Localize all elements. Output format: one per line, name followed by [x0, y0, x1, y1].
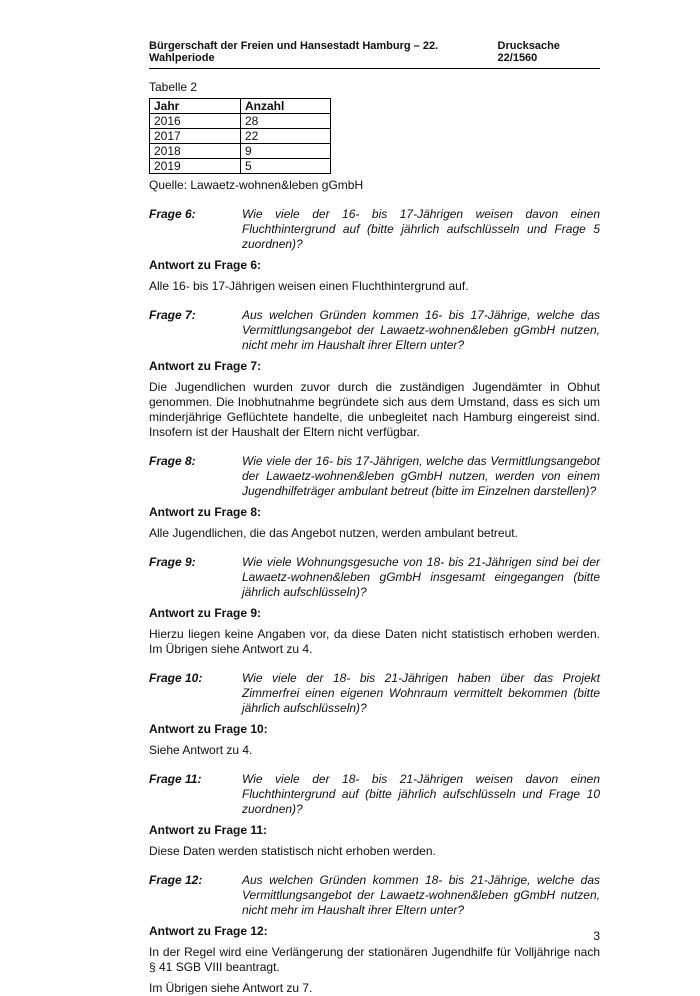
table-cell: 5	[241, 159, 331, 174]
answer-heading: Antwort zu Frage 8:	[149, 505, 262, 519]
data-table	[149, 98, 331, 174]
question-block	[149, 772, 600, 817]
question-label: Frage 12:	[149, 873, 203, 887]
table-cell: 2017	[150, 129, 241, 144]
answer-text: Diese Daten werden statistisch nicht erhoben werden.	[149, 844, 436, 858]
answer-text: Alle 16- bis 17-Jährigen weisen einen Fluchthintergrund auf.	[149, 279, 469, 293]
question-text: Aus welchen Gründen kommen 18- bis 21-Jährige, welche das Vermittlungsangebot der Lawaetz-wohnen&leben gGmbH nutzen, nicht mehr im Haushalt ihrer Eltern unter?	[242, 873, 600, 917]
answer-text: Siehe Antwort zu 4.	[149, 743, 253, 757]
table-caption: Tabelle 2	[149, 80, 198, 94]
column-header: Jahr	[150, 99, 241, 114]
question-label: Frage 8:	[149, 454, 196, 468]
page-header	[149, 40, 600, 69]
question-label: Frage 10:	[149, 671, 203, 685]
answer-heading: Antwort zu Frage 11:	[149, 823, 268, 837]
question-text: Wie viele der 18- bis 21-Jährigen weisen davon einen Fluchthintergrund auf (bitte jährlich aufschlüsseln und Frage 10 zuordnen)?	[242, 772, 600, 816]
answer-heading: Antwort zu Frage 6:	[149, 258, 262, 272]
question-block	[149, 207, 600, 252]
question-label: Frage 11:	[149, 772, 202, 786]
question-block	[149, 671, 600, 716]
question-label: Frage 9:	[149, 555, 196, 569]
header-title: Bürgerschaft der Freien und Hansestadt Hamburg – 22. Wahlperiode	[149, 40, 439, 64]
answer-heading: Antwort zu Frage 7:	[149, 359, 262, 373]
question-block	[149, 873, 600, 918]
table-cell: 2018	[150, 144, 241, 159]
table-cell: 28	[241, 114, 331, 129]
answer-text-extra: Im Übrigen siehe Antwort zu 7.	[149, 981, 313, 995]
page-number: 3	[593, 929, 600, 943]
page-content	[149, 80, 600, 996]
question-label: Frage 6:	[149, 207, 196, 221]
document-number: Drucksache 22/1560	[497, 40, 560, 64]
table-header-row	[150, 99, 331, 114]
table-source: Quelle: Lawaetz-wohnen&leben gGmbH	[149, 178, 364, 192]
question-text: Wie viele Wohnungsgesuche von 18- bis 21-Jährigen sind bei der Lawaetz-wohnen&leben gGmbH insgesamt eingegangen (bitte jährlich aufschlüsseln)?	[242, 555, 600, 599]
table-cell: 2016	[150, 114, 241, 129]
answer-heading: Antwort zu Frage 10:	[149, 722, 268, 736]
answer-text: Die Jugendlichen wurden zuvor durch die zuständigen Jugendämter in Obhut genommen. Die Inobhutnahme begründete sich aus dem Umstand, dass es sich um minderjährige Geflüchtete handelte, die unbegleitet nach Hamburg eingereist sind. Insofern ist der Haushalt der Eltern nicht verfügbar.	[149, 380, 600, 439]
question-text: Wie viele der 16- bis 17-Jährigen weisen davon einen Fluchthintergrund auf (bitte jährlich aufschlüsseln und Frage 5 zuordnen)?	[242, 207, 600, 251]
question-block	[149, 555, 600, 600]
column-header: Anzahl	[241, 99, 331, 114]
answer-text: In der Regel wird eine Verlängerung der stationären Jugendhilfe für Volljährige nach § 41 SGB VIII beantragt.	[149, 945, 600, 974]
question-block	[149, 454, 600, 499]
table-row	[150, 159, 331, 174]
table-row	[150, 114, 331, 129]
question-block	[149, 308, 600, 353]
table-cell: 9	[241, 144, 331, 159]
table-cell: 2019	[150, 159, 241, 174]
table-cell: 22	[241, 129, 331, 144]
question-label: Frage 7:	[149, 308, 196, 322]
question-text: Wie viele der 16- bis 17-Jährigen, welche das Vermittlungsangebot der Lawaetz-wohnen&leben gGmbH nutzen, werden von einem Jugendhilfeträger ambulant betreut (bitte im Einzelnen darstellen)?	[242, 454, 600, 498]
table-row	[150, 144, 331, 159]
question-text: Aus welchen Gründen kommen 16- bis 17-Jährige, welche das Vermittlungsangebot der Lawaetz-wohnen&leben gGmbH nutzen, nicht mehr im Haushalt ihrer Eltern unter?	[242, 308, 600, 352]
answer-text: Hierzu liegen keine Angaben vor, da diese Daten nicht statistisch erhoben werden. Im Übrigen siehe Antwort zu 4.	[149, 627, 600, 656]
answer-heading: Antwort zu Frage 9:	[149, 606, 262, 620]
answer-text: Alle Jugendlichen, die das Angebot nutzen, werden ambulant betreut.	[149, 526, 518, 540]
question-text: Wie viele der 18- bis 21-Jährigen haben über das Projekt Zimmerfrei einen eigenen Wohnraum vermittelt bekommen (bitte jährlich aufschlüsseln)?	[242, 671, 600, 715]
answer-heading: Antwort zu Frage 12:	[149, 924, 268, 938]
table-row	[150, 129, 331, 144]
